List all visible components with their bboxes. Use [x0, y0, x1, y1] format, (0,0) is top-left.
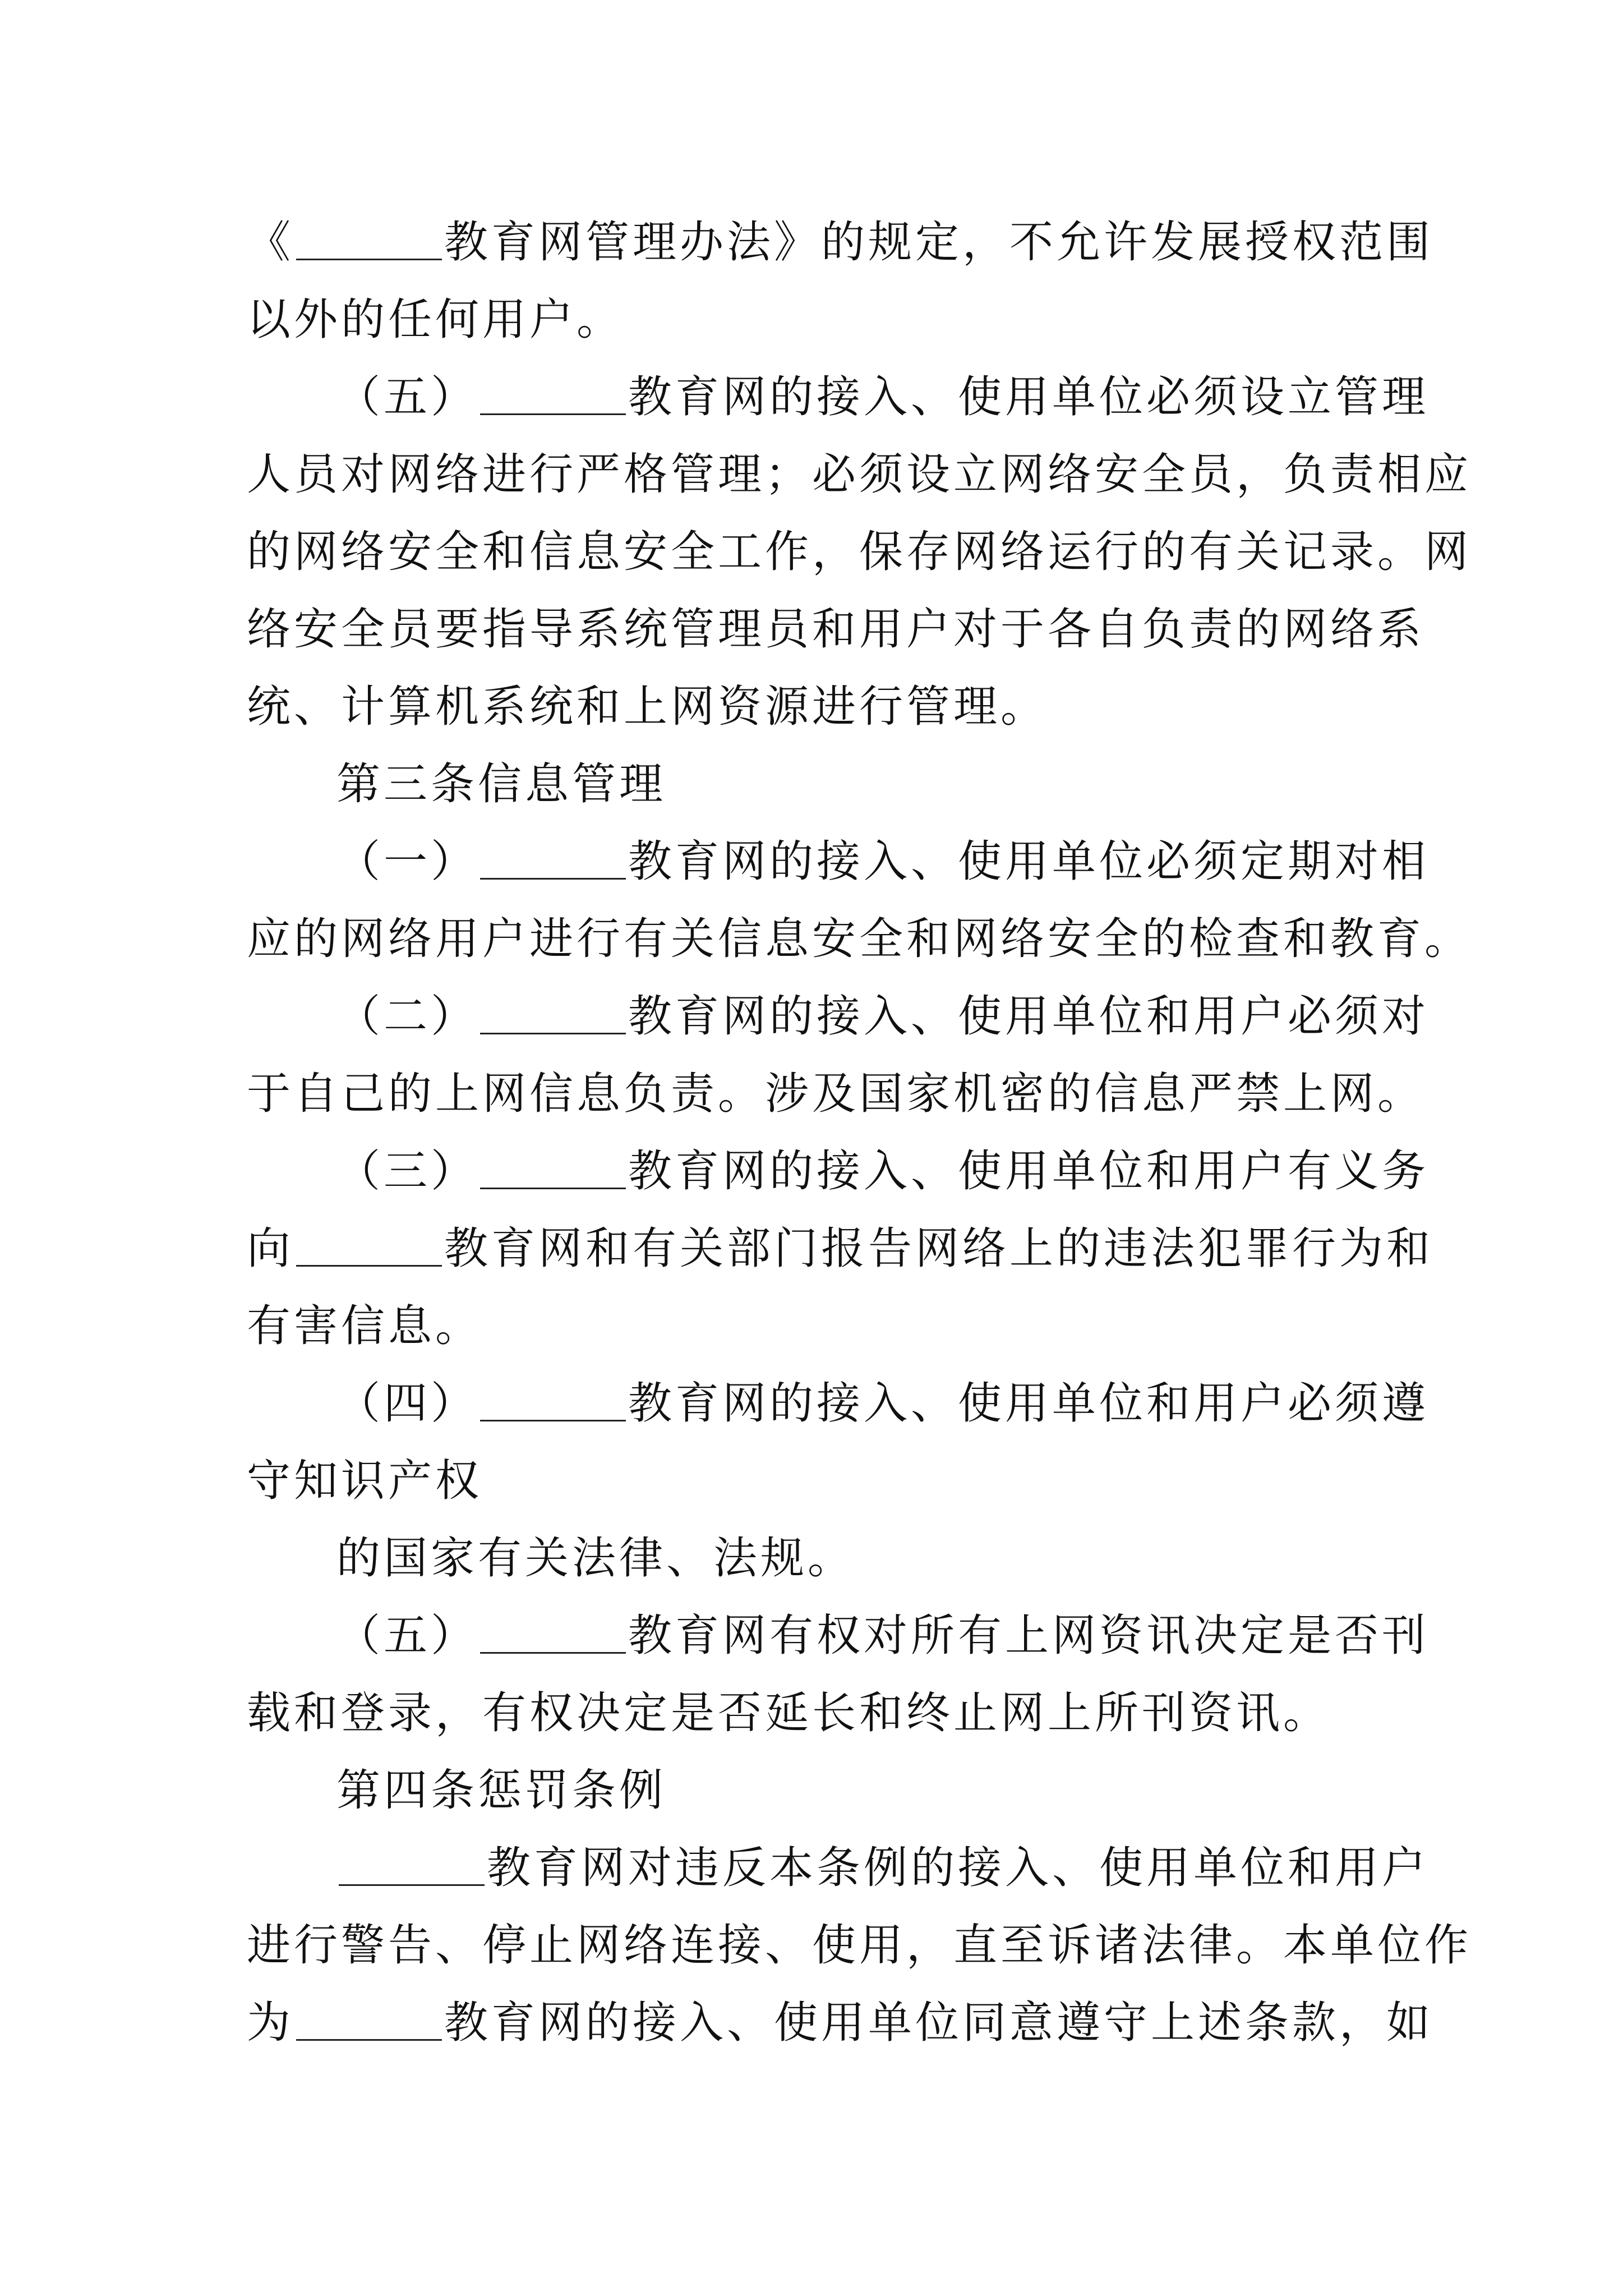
- text-line: [247, 1298, 1385, 1354]
- fill-in-blank: [480, 1148, 626, 1189]
- line-text: （二）: [336, 991, 478, 1042]
- line-text: 教育网的接入、使用单位必须设立管理: [628, 372, 1430, 422]
- text-line: [247, 1453, 1385, 1509]
- line-text: （三）: [336, 1146, 478, 1197]
- text-line: [247, 679, 1385, 735]
- text-line: [336, 988, 1430, 1045]
- text-line: [247, 447, 1472, 503]
- line-text: 守知识产权: [247, 1456, 483, 1506]
- line-text: 教育网对违反本条例的接入、使用单位和用户: [487, 1843, 1430, 1893]
- text-line: [247, 1221, 1434, 1277]
- text-line: [336, 1840, 1430, 1896]
- line-text: 络安全员要指导系统管理员和用户对于各自负责的网络系: [247, 604, 1425, 655]
- text-line: [247, 292, 1385, 348]
- fill-in-blank: [480, 1613, 626, 1654]
- text-line: [336, 1763, 1385, 1819]
- text-line: [247, 1066, 1425, 1122]
- line-text: 教育网管理办法》的规定，不允许发展授权范围: [444, 217, 1434, 268]
- line-text: 教育网的接入、使用单位和用户必须遵: [628, 1378, 1430, 1429]
- line-text: 于自己的上网信息负责。涉及国家机密的信息严禁上网。: [247, 1069, 1425, 1119]
- line-text: 为: [247, 1998, 294, 2048]
- fill-in-blank: [339, 1845, 485, 1886]
- line-text: 进行警告、停止网络连接、使用，直至诉诸法律。本单位作: [247, 1920, 1472, 1971]
- line-text: 的网络安全和信息安全工作，保存网络运行的有关记录。网: [247, 527, 1472, 577]
- fill-in-blank: [480, 839, 626, 880]
- fill-in-blank: [296, 1226, 442, 1267]
- text-line: [247, 214, 1434, 270]
- line-text: 教育网和有关部门报告网络上的违法犯罪行为和: [444, 1223, 1434, 1274]
- text-line: [247, 1685, 1385, 1741]
- fill-in-blank: [296, 2000, 442, 2041]
- text-line: [336, 756, 1385, 812]
- line-text: 人员对网络进行严格管理；必须设立网络安全员，负责相应: [247, 449, 1472, 500]
- text-line: [247, 1917, 1472, 1973]
- line-text: 向: [247, 1223, 294, 1274]
- line-text: 有害信息。: [247, 1301, 483, 1351]
- text-line: [336, 1530, 1385, 1586]
- line-text: （五）: [336, 372, 478, 422]
- line-text: 教育网的接入、使用单位必须定期对相: [628, 836, 1430, 887]
- text-line: [336, 369, 1430, 425]
- fill-in-blank: [296, 219, 442, 260]
- text-line: [336, 1608, 1430, 1664]
- text-line: [247, 911, 1472, 967]
- text-line: [336, 1375, 1430, 1432]
- line-text: （一）: [336, 836, 478, 887]
- line-text: 教育网的接入、使用单位和用户有义务: [628, 1146, 1430, 1197]
- fill-in-blank: [480, 1381, 626, 1421]
- fill-in-blank: [480, 993, 626, 1034]
- line-text: 教育网的接入、使用单位同意遵守上述条款，如: [444, 1998, 1434, 2048]
- text-line: [247, 524, 1472, 580]
- line-text: 应的网络用户进行有关信息安全和网络安全的检查和教育。: [247, 914, 1472, 964]
- line-text: 教育网有权对所有上网资讯决定是否刊: [628, 1611, 1430, 1661]
- line-text: （四）: [336, 1378, 478, 1429]
- line-text: （五）: [336, 1611, 478, 1661]
- text-line: [336, 1143, 1430, 1199]
- fill-in-blank: [480, 374, 626, 415]
- line-text: 第三条信息管理: [336, 759, 667, 809]
- line-text: 教育网的接入、使用单位和用户必须对: [628, 991, 1430, 1042]
- line-text: 统、计算机系统和上网资源进行管理。: [247, 682, 1048, 732]
- line-text: 载和登录，有权决定是否延长和终止网上所刊资讯。: [247, 1688, 1331, 1738]
- text-line: [336, 834, 1430, 890]
- text-line: [247, 1995, 1434, 2051]
- line-text: 的国家有关法律、法规。: [336, 1533, 855, 1584]
- line-text: 《: [247, 217, 294, 268]
- text-line: [247, 601, 1425, 657]
- line-text: 以外的任何用户。: [247, 295, 624, 345]
- line-text: 第四条惩罚条例: [336, 1765, 667, 1816]
